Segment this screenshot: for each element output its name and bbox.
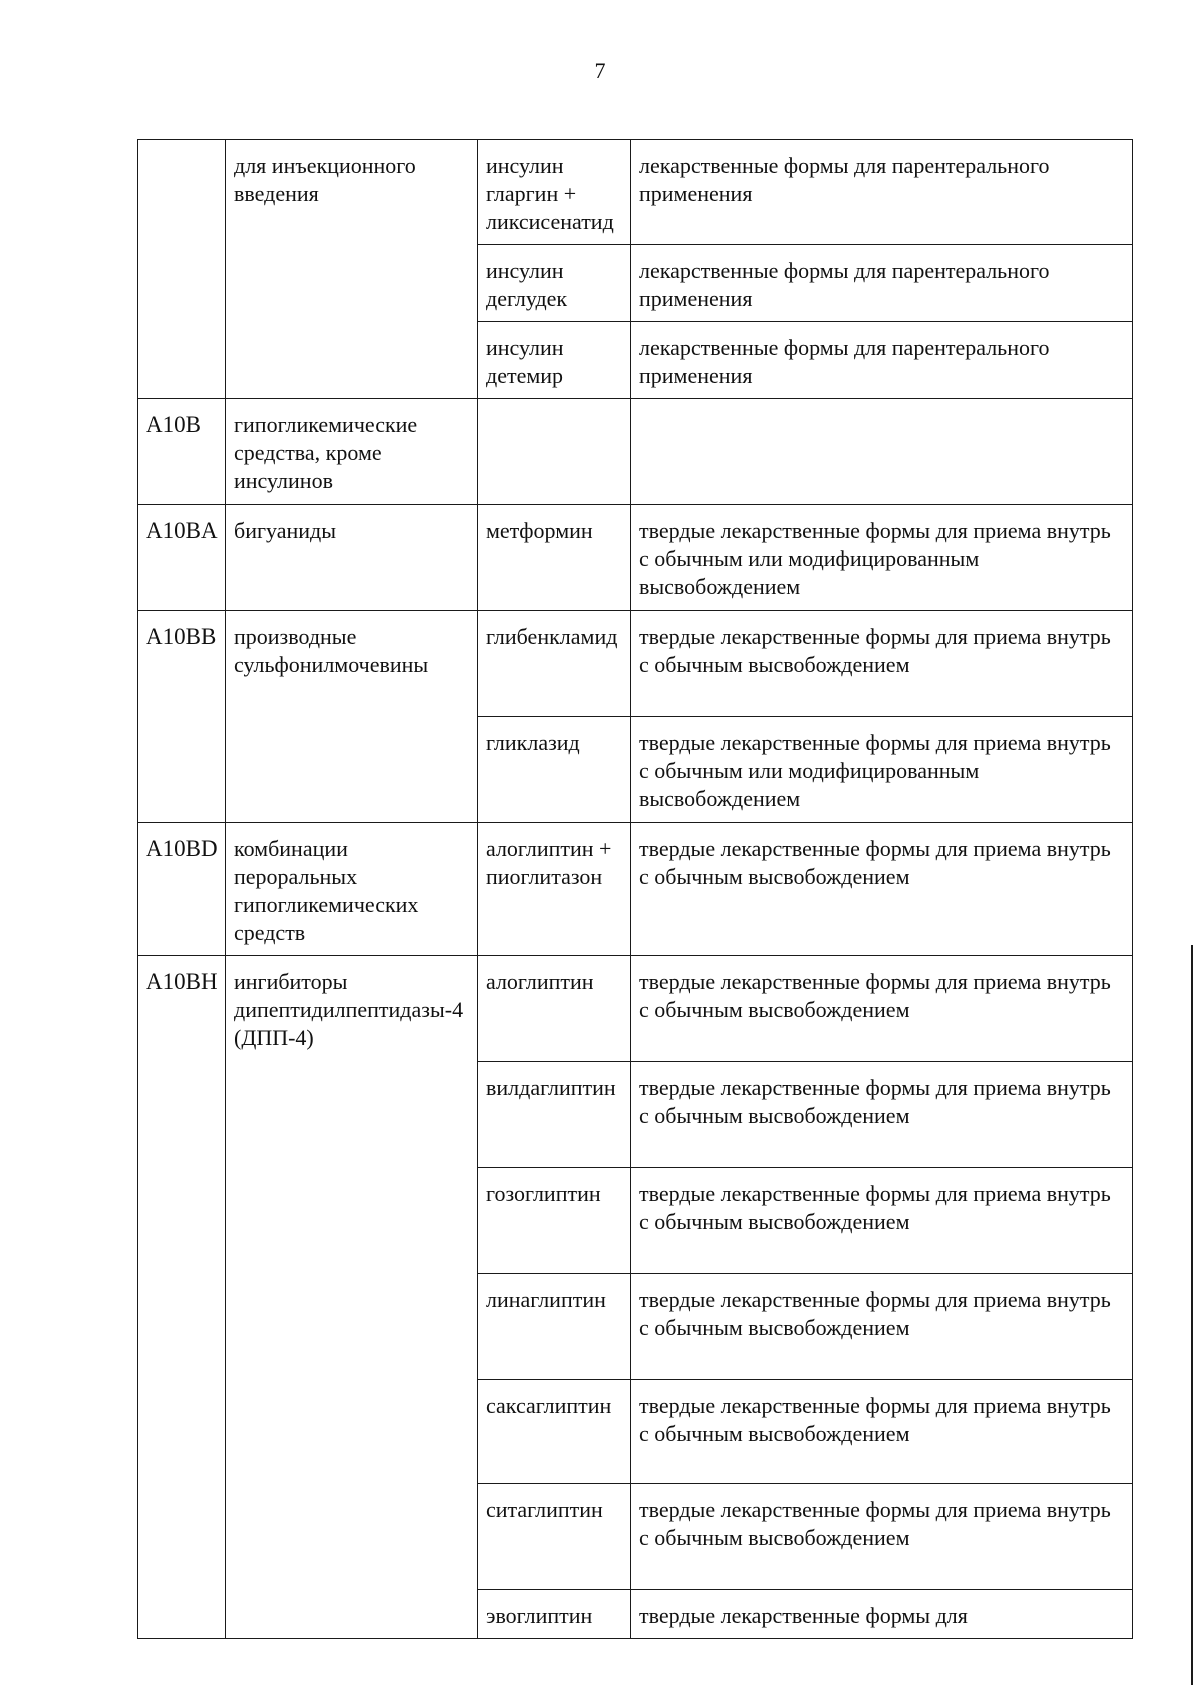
table-row [138,140,1133,245]
drug-name-cell: инсулин деглудек [478,245,631,322]
drug-name-cell: саксаглиптин [478,1380,631,1484]
drug-name-cell [478,399,631,505]
page-number: 7 [594,58,606,83]
dosage-form-cell: твердые лекарственные формы для приема внутрь с обычным или модифицированным высвобождением [631,505,1133,611]
atc-code-cell: A10BA [138,505,226,611]
group-name-cell: комбинации пероральных гипогликемических средств [226,823,478,956]
table-row [138,505,1133,611]
drug-name-cell: глибенкламид [478,611,631,717]
dosage-form-cell: твердые лекарственные формы для приема внутрь с обычным высвобождением [631,956,1133,1062]
group-name-cell: бигуаниды [226,505,478,611]
drug-name-cell: эвоглиптин [478,1590,631,1639]
table-body [138,140,1133,1639]
drug-name-cell: линаглиптин [478,1274,631,1380]
group-name-cell: для инъекционного введения [226,140,478,399]
dosage-form-cell: твердые лекарственные формы для приема внутрь с обычным высвобождением [631,1168,1133,1274]
atc-code-cell: A10BH [138,956,226,1639]
table-row [138,399,1133,505]
group-name-cell: ингибиторы дипептидилпептидазы-4 (ДПП-4) [226,956,478,1639]
group-name-cell: производные сульфонилмочевины [226,611,478,823]
drug-name-cell: алоглиптин + пиоглитазон [478,823,631,956]
atc-code-cell: A10BB [138,611,226,823]
drug-name-cell: алоглиптин [478,956,631,1062]
dosage-form-cell: лекарственные формы для парентерального применения [631,140,1133,245]
drug-name-cell: гозоглиптин [478,1168,631,1274]
dosage-form-cell [631,399,1133,505]
atc-code-cell [138,140,226,399]
dosage-form-cell: твердые лекарственные формы для приема внутрь с обычным высвобождением [631,1274,1133,1380]
drug-list-table [137,139,1133,1639]
drug-name-cell: ситаглиптин [478,1484,631,1590]
dosage-form-cell: твердые лекарственные формы для приема внутрь с обычным высвобождением [631,1380,1133,1484]
drug-name-cell: инсулин гларгин + ликсисенатид [478,140,631,245]
dosage-form-cell: лекарственные формы для парентерального применения [631,322,1133,399]
table-row [138,956,1133,1062]
scan-edge-line [1191,945,1193,1685]
dosage-form-cell: твердые лекарственные формы для приема внутрь с обычным высвобождением [631,1484,1133,1590]
dosage-form-cell: твердые лекарственные формы для приема внутрь с обычным высвобождением [631,611,1133,717]
drug-name-cell: гликлазид [478,717,631,823]
dosage-form-cell: твердые лекарственные формы для приема внутрь с обычным высвобождением [631,823,1133,956]
drug-name-cell: вилдаглиптин [478,1062,631,1168]
drug-name-cell: метформин [478,505,631,611]
dosage-form-cell: твердые лекарственные формы для приема внутрь с обычным высвобождением [631,1062,1133,1168]
dosage-form-cell: твердые лекарственные формы для [631,1590,1133,1639]
drug-name-cell: инсулин детемир [478,322,631,399]
atc-code-cell: A10BD [138,823,226,956]
atc-code-cell: A10B [138,399,226,505]
table-row [138,611,1133,717]
dosage-form-cell: лекарственные формы для парентерального применения [631,245,1133,322]
table-row [138,823,1133,956]
group-name-cell: гипогликемические средства, кроме инсулинов [226,399,478,505]
dosage-form-cell: твердые лекарственные формы для приема внутрь с обычным или модифицированным высвобождением [631,717,1133,823]
